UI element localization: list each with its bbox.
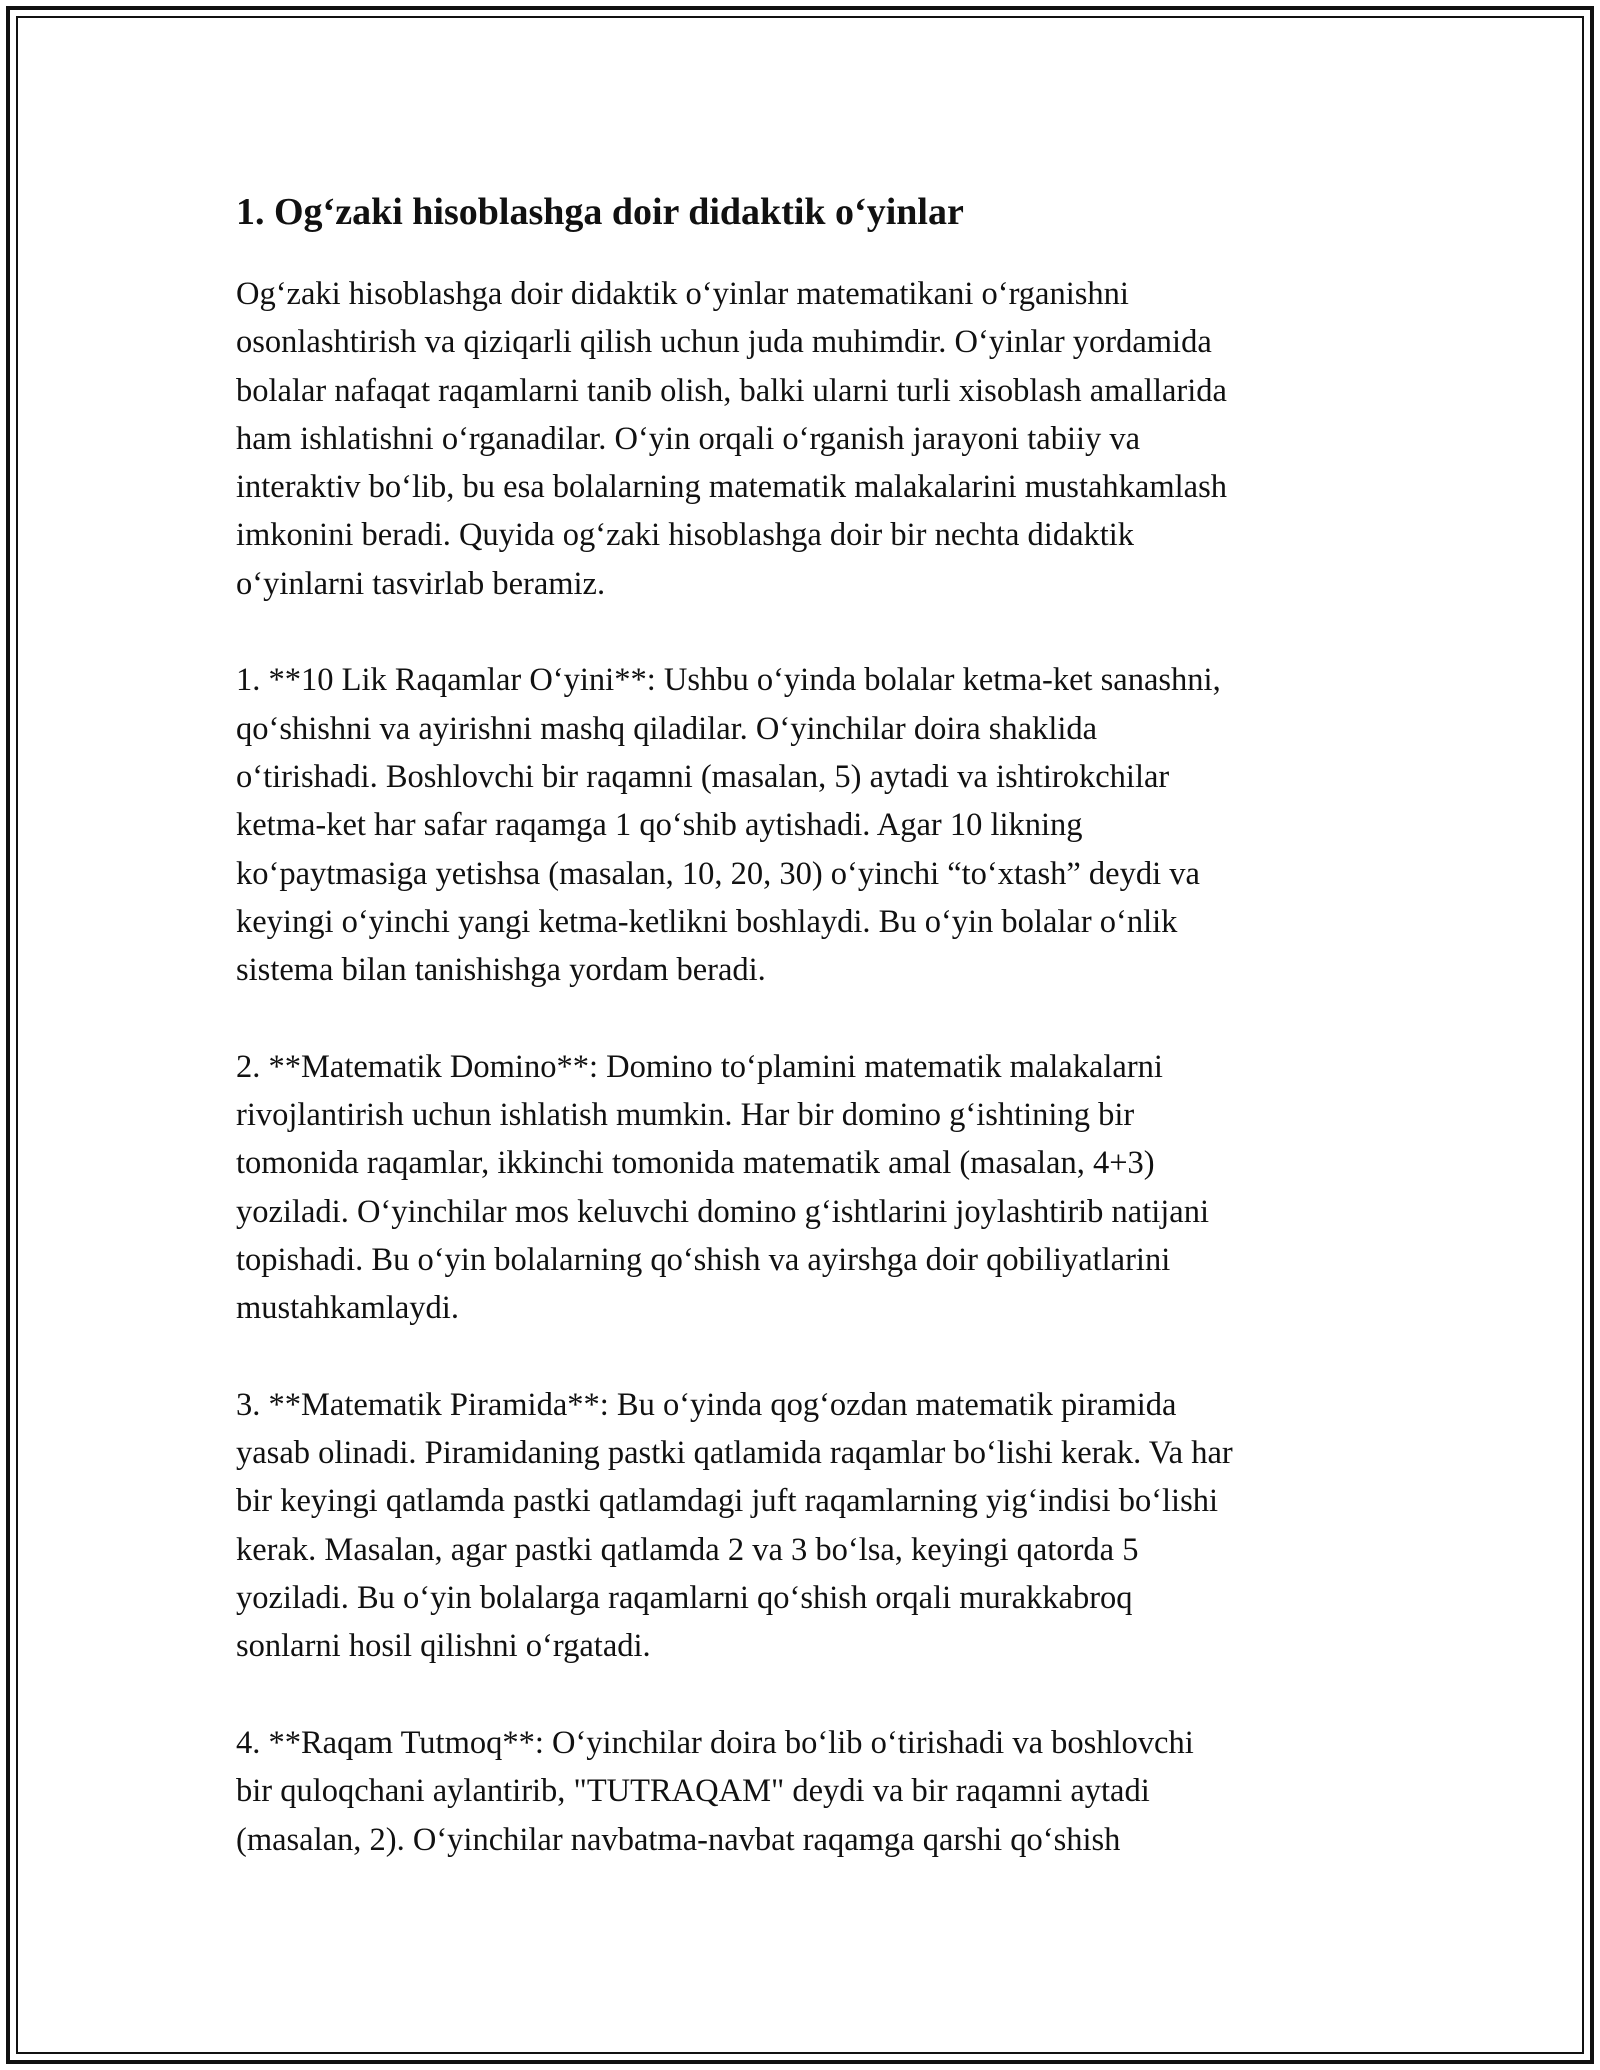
text-line: 1. **10 Lik Raqamlar O‘yini**: Ushbu o‘yinda bolalar ketma-ket sanashni, xyxy=(236,662,1221,699)
text-line: imkonini beradi. Quyida og‘zaki hisoblashga doir bir nechta didaktik xyxy=(236,517,1135,554)
text-line: yoziladi. Bu o‘yin bolalarga raqamlarni qo‘shish orqali murakkabroq xyxy=(236,1580,1133,1617)
text-line: ketma-ket har safar raqamga 1 qo‘shib aytishadi. Agar 10 likning xyxy=(236,807,1083,844)
text-line: sonlarni hosil qilishni o‘rgatadi. xyxy=(236,1628,651,1665)
text-line: yoziladi. O‘yinchilar mos keluvchi domino g‘ishtlarini joylashtirib natijani xyxy=(236,1193,1210,1230)
text-line: (masalan, 2). O‘yinchilar navbatma-navbat raqamga qarshi qo‘shish xyxy=(236,1821,1121,1858)
text-line: yasab olinadi. Piramidaning pastki qatlamida raqamlar bo‘lishi kerak. Va har xyxy=(236,1435,1233,1472)
text-line: interaktiv bo‘lib, bu esa bolalarning matematik malakalarini mustahkamlash xyxy=(236,469,1227,506)
text-line: bir keyingi qatlamda pastki qatlamdagi juft raqamlarning yig‘indisi bo‘lishi xyxy=(236,1483,1219,1520)
text-line: ko‘paytmasiga yetishsa (masalan, 10, 20, 30) o‘yinchi “to‘xtash” deydi va xyxy=(236,855,1200,892)
text-line: topishadi. Bu o‘yin bolalarning qo‘shish va ayirshga doir qobiliyatlarini xyxy=(236,1241,1171,1278)
text-line: qo‘shishni va ayirishni mashq qiladilar. O‘yinchilar doira shaklida xyxy=(236,710,1098,747)
text-line: o‘tirishadi. Boshlovchi bir raqamni (masalan, 5) aytadi va ishtirokchilar xyxy=(236,758,1170,795)
text-line: 4. **Raqam Tutmoq**: O‘yinchilar doira bo‘lib o‘tirishadi va boshlovchi xyxy=(236,1724,1194,1761)
paragraph-4 xyxy=(236,1381,1376,1671)
text-line: rivojlantirish uchun ishlatish mumkin. Har bir domino g‘ishtining bir xyxy=(236,1097,1135,1134)
text-line: sistema bilan tanishishga yordam beradi. xyxy=(236,952,766,989)
text-line: 3. **Matematik Piramida**: Bu o‘yinda qog‘ozdan matematik piramida xyxy=(236,1386,1177,1423)
text-line: 2. **Matematik Domino**: Domino to‘plamini matematik malakalarni xyxy=(236,1048,1163,1085)
text-line: keyingi o‘yinchi yangi ketma-ketlikni boshlaydi. Bu o‘yin bolalar o‘nlik xyxy=(236,903,1178,940)
paragraph-2 xyxy=(236,656,1376,994)
section-heading: 1. Og‘zaki hisoblashga doir didaktik o‘yinlar xyxy=(236,191,964,233)
paragraph-3 xyxy=(236,1043,1376,1333)
text-line: osonlashtirish va qiziqarli qilish uchun juda muhimdir. O‘yinlar yordamida xyxy=(236,324,1212,361)
text-line: Og‘zaki hisoblashga doir didaktik o‘yinlar matematikani o‘rganishni xyxy=(236,276,1129,312)
paragraph-5 xyxy=(236,1719,1376,1864)
text-line: bir quloqchani aylantirib, "TUTRAQAM" deydi va bir raqamni aytadi xyxy=(236,1773,1150,1810)
text-line: ham ishlatishni o‘rganadilar. O‘yin orqali o‘rganish jarayoni tabiiy va xyxy=(236,420,1141,457)
text-line: o‘yinlarni tasvirlab beramiz. xyxy=(236,565,606,602)
text-line: tomonida raqamlar, ikkinchi tomonida matematik amal (masalan, 4+3) xyxy=(236,1145,1155,1182)
text-line: mustahkamlaydi. xyxy=(236,1290,459,1327)
paragraph-1 xyxy=(236,270,1376,608)
text-line: bolalar nafaqat raqamlarni tanib olish, balki ularni turli xisoblash amallarida xyxy=(236,372,1227,409)
text-line: kerak. Masalan, agar pastki qatlamda 2 va 3 bo‘lsa, keyingi qatorda 5 xyxy=(236,1531,1139,1568)
document-body xyxy=(236,186,1376,1912)
paragraph-list xyxy=(236,270,1376,1864)
